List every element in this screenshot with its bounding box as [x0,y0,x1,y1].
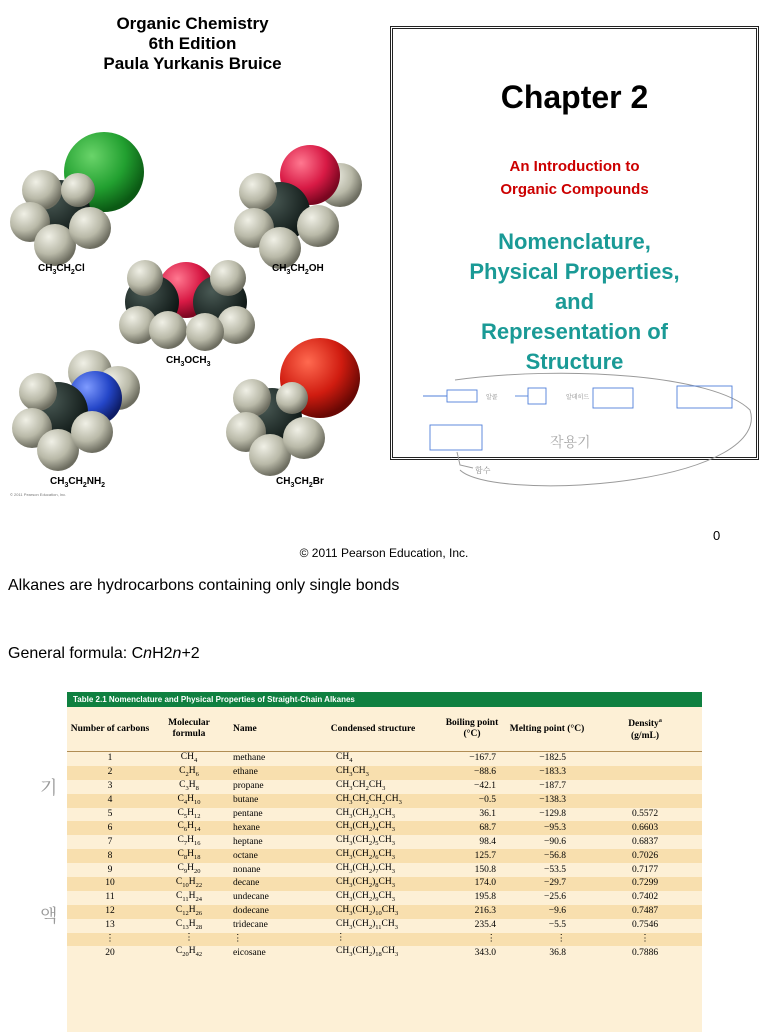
cell-density [588,752,702,766]
cell-name: ethane [225,766,308,780]
cell-structure: $CH_3(CH_2)_4CH_3$ [308,821,438,835]
cell-formula: $C_4H_{10}$ [153,794,225,808]
cell-boiling: 174.0 [438,877,506,891]
cell-structure: $CH_3(CH_2)_7CH_3$ [308,863,438,877]
cell-structure: $CH_3(CH_2)_3CH_3$ [308,808,438,822]
cell-melting: 36.8 [506,946,588,960]
cell-name: ⋮ [225,933,308,947]
col-name: Name [225,707,308,752]
figure-copyright: © 2011 Pearson Education, Inc. [10,492,67,497]
table-row [67,863,702,877]
book-edition: 6th Edition [148,34,237,53]
cell-number: 8 [67,849,153,863]
dimethyl-ether-model [119,260,255,351]
cell-formula: $CH_4$ [153,752,225,766]
annotation-aldehyde: 알데히드 [566,394,590,401]
cell-melting: −95.3 [506,821,588,835]
cell-boiling: 125.7 [438,849,506,863]
ethanol-model [234,145,362,269]
cell-density: 0.7299 [588,877,702,891]
cell-name: methane [225,752,308,766]
cell-number: 1 [67,752,153,766]
cell-number: 12 [67,905,153,919]
table-row [67,766,702,780]
cell-boiling: 98.4 [438,835,506,849]
cell-melting: −138.3 [506,794,588,808]
cell-boiling: 343.0 [438,946,506,960]
table-row [67,835,702,849]
alkane-table [67,692,702,1032]
cell-formula: $C_8H_{18}$ [153,849,225,863]
cell-name: propane [225,780,308,794]
cell-boiling: 195.8 [438,891,506,905]
table-row [67,794,702,808]
cell-formula: $C_{13}H_{28}$ [153,919,225,933]
cell-number: 13 [67,919,153,933]
alkane-definition: Alkanes are hydrocarbons containing only single bonds [8,577,400,594]
cell-formula: $C_{12}H_{26}$ [153,905,225,919]
table-row [67,821,702,835]
book-title: Organic Chemistry [116,14,269,33]
cell-melting: −29.7 [506,877,588,891]
annotation-functional-group: 작용기 [550,435,591,451]
ethylamine-model [12,350,140,471]
cell-density [588,794,702,808]
cell-structure: $CH_3(CH_2)_{11}CH_3$ [308,919,438,933]
cell-name: undecane [225,891,308,905]
col-number: Number of carbons [67,707,153,752]
cell-structure: $CH_3(CH_2)_{10}CH_3$ [308,905,438,919]
table-row [67,933,702,947]
table-row [67,919,702,933]
annotation-alcohol: 알콜 [486,394,498,401]
cell-density [588,766,702,780]
cell-structure: $CH_3(CH_2)_5CH_3$ [308,835,438,849]
cell-structure: $CH_4$ [308,752,438,766]
cell-structure: $CH_3(CH_2)_8CH_3$ [308,877,438,891]
col-boiling: Boiling point (°C) [438,707,506,752]
cell-formula: $C_{11}H_{24}$ [153,891,225,905]
page-number: 0 [713,528,721,543]
cell-boiling: 36.1 [438,808,506,822]
label-chloroethane: $CH_3CH_2Cl$ [38,263,85,276]
cell-boiling: 216.3 [438,905,506,919]
cell-melting: −90.6 [506,835,588,849]
cell-density: 0.7546 [588,919,702,933]
cell-melting: −187.7 [506,780,588,794]
col-formula: Molecular formula [153,707,225,752]
cell-name: dodecane [225,905,308,919]
cell-formula: $C_9H_{20}$ [153,863,225,877]
cell-formula: $C_7H_{16}$ [153,835,225,849]
cell-number: 5 [67,808,153,822]
cell-boiling: ⋮ [438,933,506,947]
cell-number: 6 [67,821,153,835]
cell-boiling: 235.4 [438,919,506,933]
margin-note-gas: 기 [40,778,58,799]
cell-structure: $CH_3(CH_2)_6CH_3$ [308,849,438,863]
cell-melting: −182.5 [506,752,588,766]
cell-density: ⋮ [588,933,702,947]
chloroethane-model [10,132,144,266]
cell-density: 0.7402 [588,891,702,905]
table-row [67,905,702,919]
general-formula: General formula: CnH2n+2 [8,645,200,662]
table-row [67,780,702,794]
book-header [0,14,385,74]
label-dimethyl-ether: $CH_3OCH_3$ [166,355,211,368]
cell-melting: ⋮ [506,933,588,947]
cell-density: 0.7177 [588,863,702,877]
annotation-function: 함수 [475,466,491,475]
cell-formula: $C_6H_{14}$ [153,821,225,835]
cell-density: 0.6837 [588,835,702,849]
label-bromoethane: $CH_3CH_2Br$ [276,476,324,489]
cell-formula: ⋮ [153,933,225,947]
cell-name: heptane [225,835,308,849]
cell-number: 4 [67,794,153,808]
cell-name: decane [225,877,308,891]
col-structure: Condensed structure [308,707,438,752]
chapter-subtitle: An Introduction to Organic Compounds [500,158,649,198]
book-author: Paula Yurkanis Bruice [103,54,282,73]
cell-boiling: −0.5 [438,794,506,808]
chapter-title: Chapter 2 [500,79,649,115]
cell-melting: −183.3 [506,766,588,780]
cell-name: pentane [225,808,308,822]
cell-formula: $C_3H_8$ [153,780,225,794]
cell-name: eicosane [225,946,308,960]
cell-boiling: 150.8 [438,863,506,877]
cell-structure: $CH_3CH_2CH_2CH_3$ [308,794,438,808]
cell-melting: −129.8 [506,808,588,822]
cell-number: 10 [67,877,153,891]
table-row [67,752,702,766]
cell-structure: $CH_3(CH_2)_9CH_3$ [308,891,438,905]
table-row [67,946,702,960]
cell-number: ⋮ [67,933,153,947]
cell-density [588,780,702,794]
cell-number: 2 [67,766,153,780]
cell-structure: ⋮ [308,933,438,947]
cell-melting: −9.6 [506,905,588,919]
cell-number: 3 [67,780,153,794]
cell-melting: −5.5 [506,919,588,933]
table-row [67,891,702,905]
cell-number: 9 [67,863,153,877]
cell-formula: $C_2H_6$ [153,766,225,780]
cell-boiling: −42.1 [438,780,506,794]
label-ethylamine: $CH_3CH_2NH_2$ [50,476,106,489]
table-caption: Table 2.1 Nomenclature and Physical Properties of Straight-Chain Alkanes [67,692,702,707]
cell-structure: $CH_3CH_3$ [308,766,438,780]
chapter-topics: Nomenclature, Physical Properties, and Representation of Structure [469,229,680,374]
cell-density: 0.6603 [588,821,702,835]
cell-melting: −25.6 [506,891,588,905]
cell-structure: $CH_3CH_2CH_3$ [308,780,438,794]
cell-name: nonane [225,863,308,877]
col-melting: Melting point (°C) [506,707,588,752]
cell-density: 0.7487 [588,905,702,919]
cell-boiling: 68.7 [438,821,506,835]
cell-boiling: −167.7 [438,752,506,766]
molecule-models [0,130,385,500]
cell-number: 7 [67,835,153,849]
cell-structure: $CH_3(CH_2)_{18}CH_3$ [308,946,438,960]
cell-density: 0.7886 [588,946,702,960]
label-ethanol: $CH_3CH_2OH$ [272,263,324,276]
bromoethane-model [226,338,360,476]
cell-formula: $C_5H_{12}$ [153,808,225,822]
table-row [67,808,702,822]
cell-name: butane [225,794,308,808]
cell-melting: −53.5 [506,863,588,877]
table-row [67,849,702,863]
cell-number: 11 [67,891,153,905]
cell-boiling: −88.6 [438,766,506,780]
cell-formula: $C_{20}H_{42}$ [153,946,225,960]
cell-name: tridecane [225,919,308,933]
cell-formula: $C_{10}H_{22}$ [153,877,225,891]
cell-density: 0.5572 [588,808,702,822]
col-density: Density$^a$ (g/mL) [588,707,702,752]
cell-name: octane [225,849,308,863]
cell-density: 0.7026 [588,849,702,863]
table-row [67,877,702,891]
margin-note-liquid: 액 [40,906,58,927]
cell-name: hexane [225,821,308,835]
cell-number: 20 [67,946,153,960]
alkane-data-table [67,707,702,960]
copyright: © 2011 Pearson Education, Inc. [299,546,469,560]
cell-melting: −56.8 [506,849,588,863]
